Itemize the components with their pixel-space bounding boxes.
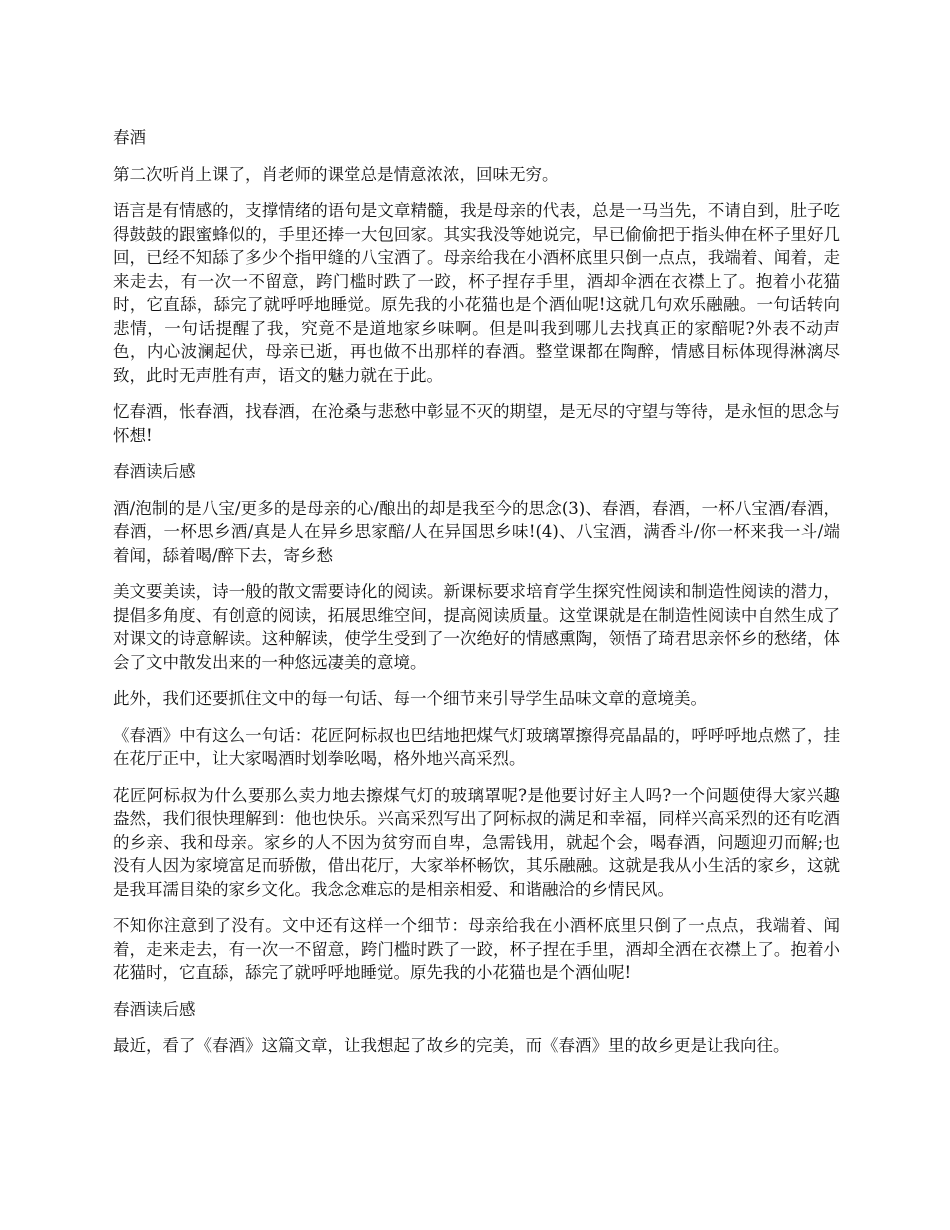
paragraph: 花匠阿标叔为什么要那么卖力地去擦煤气灯的玻璃罩呢?是他要讨好主人吗?一个问题使得大家兴趣盎然，我们很快理解到：他也快乐。兴高采烈写出了阿标叔的满足和幸福，同样兴高采烈的还有吃酒的乡亲、我和母亲。家乡的人不因为贫穷而自卑，急需钱用，就起个会，喝春酒，问题迎刃而解;也没有人因为家境富足而骄傲，借出花厅，大家举杯畅饮，其乐融融。这就是我从小生活的家乡，这就是我耳濡目染的家乡文化。我念念难忘的是相亲相爱、和谐融洽的乡情民风。 [113,785,840,899]
paragraph: 忆春酒，怅春酒，找春酒，在沧桑与悲愁中彰显不灭的期望，是无尽的守望与等待，是永恒的思念与怀想! [113,402,840,445]
paragraph: 《春酒》中有这么一句话：花匠阿标叔也巴结地把煤气灯玻璃罩擦得亮晶晶的，呼呼呼地点燃了，挂在花厅正中，让大家喝酒时划拳吆喝，格外地兴高采烈。 [113,725,840,768]
paragraph: 此外，我们还要抓住文中的每一句话、每一个细节来引导学生品味文章的意境美。 [113,689,707,708]
paragraph: 最近，看了《春酒》这篇文章，让我想起了故乡的完美，而《春酒》里的故乡更是让我向往。 [113,1036,790,1055]
paragraph: 语言是有情感的，支撑情绪的语句是文章精髓，我是母亲的代表，总是一马当先，不请自到，肚子吃得鼓鼓的跟蜜蜂似的，手里还捧一大包回家。其实我没等她说完，早已偷偷把于指头伸在杯子里好几回，已经不知舔了多少个指甲缝的八宝酒了。母亲给我在小酒杯底里只倒一点点，我端着、闻着，走来走去，有一次一不留意，跨门槛时跌了一跤，杯子捏存手里，酒却伞洒在衣襟上了。抱着小花猫时，它直舔，舔完了就呼呼地睡觉。原先我的小花猫也是个酒仙呢!这就几句欢乐融融。一句话转向悲情，一句话提醒了我，究竟不是道地家乡味啊。但是叫我到哪儿去找真正的家醅呢?外表不动声色，内心波澜起伏，母亲已逝，再也做不出那样的春酒。整堂课都在陶醉，情感目标体现得淋漓尽致，此时无声胜有声，语文的魅力就在于此。 [113,201,840,385]
section-heading: 春酒读后感 [113,999,196,1019]
paragraph: 第二次听肖上课了，肖老师的课堂总是情意浓浓，回味无穷。 [113,164,559,184]
paragraph: 不知你注意到了没有。文中还有这样一个细节：母亲给我在小酒杯底里只倒了一点点，我端着、闻着，走来走去，有一次一不留意，跨门槛时跌了一跤，杯子捏在手里，酒却全洒在衣襟上了。抱着小花猫时，它直舔，舔完了就呼呼地睡觉。原先我的小花猫也是个酒仙呢! [113,916,840,982]
paragraph: 酒/泡制的是八宝/更多的是母亲的心/酿出的却是我至今的思念(3)、春酒，春酒，一杯八宝酒/春酒，春酒，一杯思乡酒/真是人在异乡思家醅/人在异国思乡味!(4)、八宝酒，满香斗/你一杯来我一斗/端着闻，舔着喝/醉下去，寄乡愁 [113,498,840,565]
section-heading: 春酒读后感 [113,462,196,481]
document-title: 春酒 [113,128,146,147]
document-body [113,126,840,1071]
paragraph: 美文要美读，诗一般的散文需要诗化的阅读。新课标要求培育学生探究性阅读和制造性阅读的潜力，提倡多角度、有创意的阅读，拓展思维空间，提高阅读质量。这堂课就是在制造性阅读中自然生成了对课文的诗意解读。这种解读，使学生受到了一次绝好的情感熏陶，领悟了琦君思亲怀乡的愁绪，体会了文中散发出来的一种悠远凄美的意境。 [113,582,840,672]
